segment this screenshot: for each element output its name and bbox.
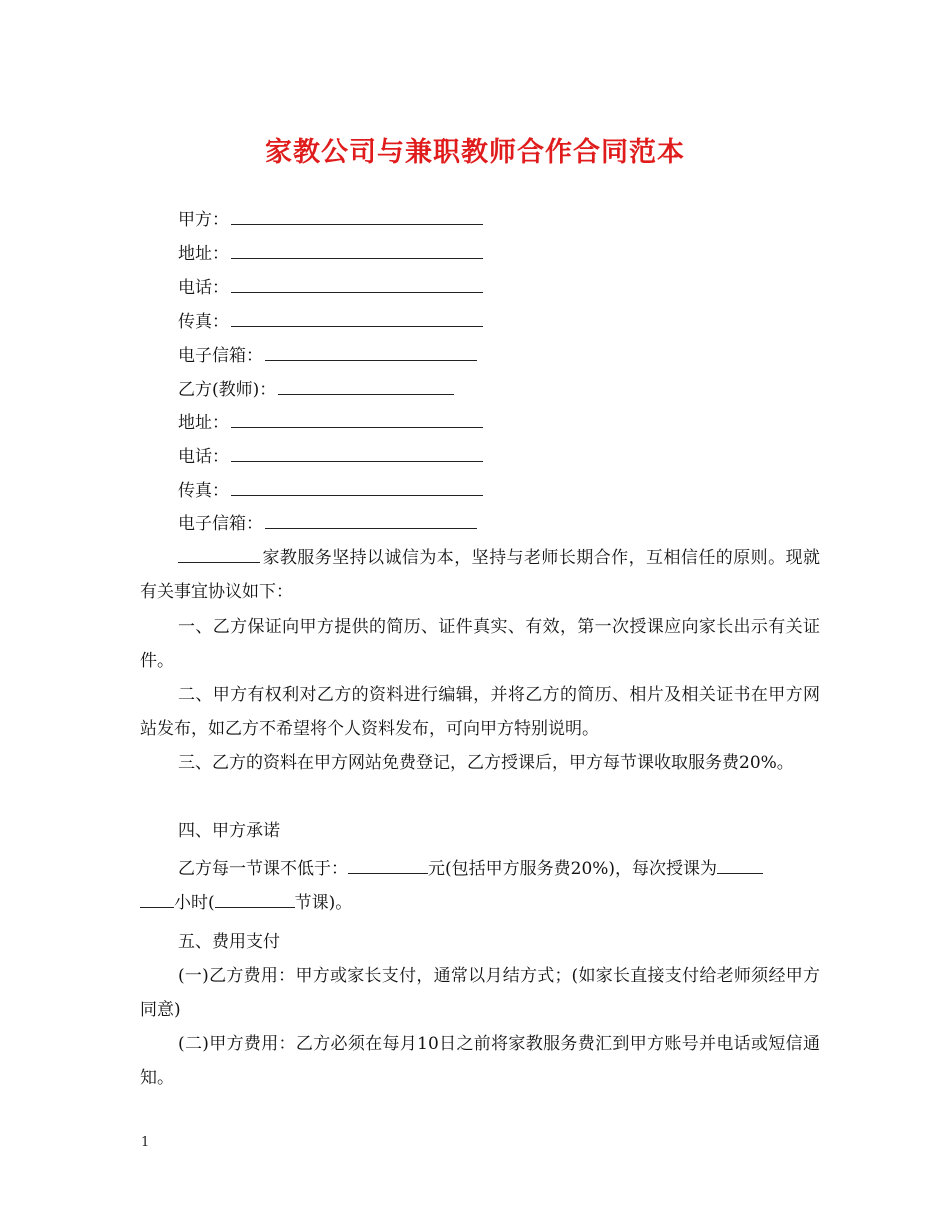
party-a-email-label: 电子信箱： — [178, 346, 263, 366]
party-b-email-label: 电子信箱： — [178, 514, 263, 534]
party-a-address-label: 地址： — [178, 244, 229, 264]
party-a-address-blank — [231, 242, 483, 259]
party-b-phone-blank — [231, 445, 483, 462]
fee-per-lesson-blank — [348, 857, 428, 874]
party-b-address-blank — [231, 411, 483, 428]
hours-blank-part-2 — [140, 891, 174, 908]
party-b-fax-blank — [231, 479, 483, 496]
clause-5-item-1: (一)乙方费用：甲方或家长支付，通常以月结方式；(如家长直接支付给老师须经甲方同意) — [140, 966, 820, 1020]
party-a-name-field — [178, 208, 483, 232]
clause-3: 三、乙方的资料在甲方网站免费登记，乙方授课后，甲方每节课收取服务费20%。 — [178, 753, 794, 773]
clause-4-text-c: 小时( — [174, 893, 215, 913]
party-b-address-label: 地址： — [178, 413, 229, 433]
clause-4-heading: 四、甲方承诺 — [178, 821, 280, 841]
intro-paragraph — [140, 541, 820, 609]
party-a-phone-field — [178, 276, 483, 300]
party-b-name-label: 乙方(教师)： — [178, 380, 277, 400]
hours-blank-part-1 — [717, 857, 763, 874]
party-b-name-blank — [278, 378, 454, 395]
party-b-fax-field — [178, 479, 483, 503]
clause-5-heading: 五、费用支付 — [178, 932, 280, 952]
clause-1: 一、乙方保证向甲方提供的简历、证件真实、有效，第一次授课应向家长出示有关证件。 — [140, 617, 820, 671]
document-title: 家教公司与兼职教师合作合同范本 — [265, 137, 685, 168]
party-a-phone-blank — [231, 276, 483, 293]
clause-2: 二、甲方有权利对乙方的资料进行编辑，并将乙方的简历、相片及相关证书在甲方网站发布，如乙方不希望将个人资料发布，可向甲方特别说明。 — [140, 685, 820, 739]
party-b-address-field — [178, 411, 483, 435]
party-b-phone-label: 电话： — [178, 447, 229, 467]
party-a-fax-blank — [231, 310, 483, 327]
company-name-blank — [178, 546, 260, 563]
party-a-name-label: 甲方： — [178, 210, 229, 230]
party-a-name-blank — [231, 208, 483, 225]
party-a-fax-field — [178, 310, 483, 334]
intro-text: 家教服务坚持以诚信为本，坚持与老师长期合作，互相信任的原则。现就有关事宜协议如下： — [140, 548, 820, 602]
clause-4-text-a: 乙方每一节课不低于： — [178, 859, 348, 879]
party-a-email-blank — [265, 344, 477, 361]
party-a-phone-label: 电话： — [178, 278, 229, 298]
page-number: 1 — [141, 1135, 150, 1150]
clause-4-text-b: 元(包括甲方服务费20%)，每次授课为 — [428, 859, 718, 879]
party-b-name-field — [178, 378, 454, 402]
party-b-email-blank — [265, 512, 477, 529]
clause-4-line-2 — [140, 891, 352, 915]
clause-4-text-d: 节课)。 — [294, 893, 353, 913]
party-b-phone-field — [178, 445, 483, 469]
party-b-email-field — [178, 512, 477, 536]
party-a-fax-label: 传真： — [178, 312, 229, 332]
party-a-address-field — [178, 242, 483, 266]
lessons-blank — [215, 891, 295, 908]
party-a-email-field — [178, 344, 477, 368]
clause-4-line-1 — [178, 857, 763, 881]
party-b-fax-label: 传真： — [178, 481, 229, 501]
clause-5-item-2: (二)甲方费用：乙方必须在每月10日之前将家教服务费汇到甲方账号并电话或短信通知。 — [140, 1034, 820, 1088]
